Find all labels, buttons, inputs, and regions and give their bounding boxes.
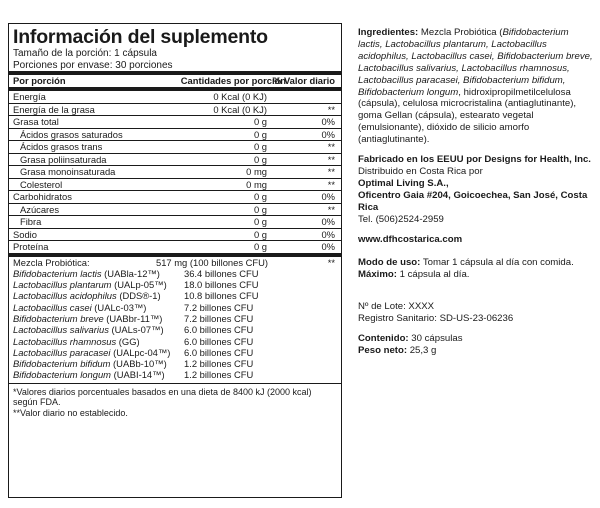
- strain-name: Lactobacillus plantarum (UALp-05™): [13, 279, 167, 291]
- strain-row: [9, 347, 341, 358]
- nutrient-dv: **: [327, 141, 335, 152]
- nutrient-dv: **: [327, 166, 335, 177]
- blend-row: [9, 257, 341, 268]
- nutrient-dv: 0%: [321, 228, 335, 240]
- website: www.dfhcostarica.com: [358, 233, 463, 245]
- nutrient-row: [9, 204, 341, 217]
- strain-amount: 6.0 billones CFU: [184, 324, 254, 336]
- nutrient-amount: 0 g: [253, 191, 267, 202]
- nutrient-row: [9, 104, 341, 117]
- nutrient-table: [9, 91, 341, 253]
- nutrient-name: Colesterol: [20, 178, 63, 190]
- nutrient-name: Carbohidratos: [13, 191, 72, 202]
- strain-name: Lactobacillus salivarius (UALs-07™): [13, 324, 164, 336]
- strain-row: [9, 313, 341, 324]
- nutrient-amount: 0 g: [253, 203, 267, 215]
- strain-row: [9, 336, 341, 347]
- nutrient-amount: 0 g: [253, 116, 267, 127]
- nutrient-amount: 0 g: [253, 153, 267, 165]
- strain-row: [9, 324, 341, 335]
- nutrient-amount: 0 mg: [246, 178, 267, 190]
- sanitary-registry: Registro Sanitario: SD-US-23-06236: [358, 313, 514, 325]
- serving-size: Tamaño de la porción: 1 cápsula: [13, 48, 157, 59]
- nutrient-name: Fibra: [20, 216, 42, 227]
- maximum: Máximo: 1 cápsula al día.: [358, 269, 470, 281]
- nutrient-row: [9, 191, 341, 204]
- nutrient-name: Ácidos grasos saturados: [20, 128, 123, 140]
- strain-list: [9, 268, 341, 381]
- strain-amount: 36.4 billones CFU: [184, 267, 259, 279]
- nutrient-row: [9, 179, 341, 192]
- nutrient-row: [9, 166, 341, 179]
- nutrient-row: [9, 216, 341, 229]
- nutrient-amount: 0 mg: [246, 166, 267, 177]
- strain-amount: 6.0 billones CFU: [184, 346, 254, 358]
- net-weight: Peso neto: 25,3 g: [358, 344, 437, 356]
- nutrient-dv: 0%: [321, 128, 335, 140]
- nutrient-row: [9, 129, 341, 142]
- strain-row: [9, 279, 341, 290]
- strain-name: Bifidobacterium bifidum (UABb-10™): [13, 358, 167, 370]
- nutrient-name: Energía: [13, 91, 46, 102]
- nutrient-row: [9, 154, 341, 167]
- blend-name: Mezcla Probiótica:: [13, 256, 90, 268]
- strain-name: Lactobacillus casei (UALc-03™): [13, 301, 147, 313]
- distributor-company: Optimal Living S.A.,: [358, 177, 449, 189]
- strain-amount: 7.2 billones CFU: [184, 312, 254, 324]
- nutrient-dv: **: [327, 103, 335, 115]
- panel-title: Información del suplemento: [13, 26, 268, 48]
- strain-amount: 1.2 billones CFU: [184, 358, 254, 370]
- footnote-daily-values: *Valores diarios porcentuales basados en una dieta de 8400 kJ (2000 kcal) según FDA.: [13, 386, 312, 408]
- header-per-serving: Por porción: [13, 75, 66, 86]
- nutrient-name: Energía de la grasa: [13, 103, 95, 115]
- strain-name: Bifidobacterium longum (UABI-14™): [13, 369, 165, 381]
- nutrient-row: [9, 116, 341, 129]
- nutrient-name: Sodio: [13, 228, 37, 240]
- phone: Tel. (506)2524-2959: [358, 213, 444, 225]
- nutrient-amount: 0 Kcal (0 KJ): [213, 103, 267, 115]
- strain-name: Lactobacillus acidophilus (DDS®-1): [13, 290, 161, 302]
- distributed-by: Distribuido en Costa Rica por: [358, 165, 483, 177]
- contents: Contenido: 30 cápsulas: [358, 333, 463, 345]
- nutrient-name: Proteína: [13, 241, 49, 252]
- nutrient-row: [9, 141, 341, 154]
- header-daily-value: % Valor diario: [273, 75, 335, 86]
- nutrient-name: Grasa total: [13, 116, 59, 127]
- strain-amount: 10.8 billones CFU: [184, 290, 259, 302]
- nutrient-dv: **: [327, 203, 335, 215]
- nutrient-amount: 0 g: [253, 216, 267, 227]
- strain-amount: 7.2 billones CFU: [184, 301, 254, 313]
- product-info: [358, 27, 594, 357]
- nutrient-amount: 0 g: [253, 141, 267, 152]
- footnotes: [9, 383, 341, 419]
- blend-dv: **: [327, 256, 335, 268]
- nutrient-name: Ácidos grasos trans: [20, 141, 103, 152]
- nutrient-row: [9, 229, 341, 242]
- strain-name: Bifidobacterium breve (UABbr-11™): [13, 312, 163, 324]
- nutrient-row: [9, 241, 341, 253]
- distributor-address: Oficentro Gaia #204, Goicoechea, San José, Costa Rica: [358, 189, 588, 213]
- nutrient-row: [9, 91, 341, 104]
- strain-name: Lactobacillus paracasei (UALpc-04™): [13, 346, 171, 358]
- strain-row: [9, 268, 341, 279]
- strain-amount: 6.0 billones CFU: [184, 335, 254, 347]
- nutrient-dv: **: [327, 178, 335, 190]
- usage: Modo de uso: Tomar 1 cápsula al día con comida.: [358, 257, 574, 269]
- strain-row: [9, 369, 341, 380]
- ingredients: Ingredientes: Mezcla Probiótica (Bifidobacterium lactis, Lactobacillus plantarum, Lactobacillus acidophilus, Lactobacillus casei, Bifidobacterium breve, Lactobacillus salivarius, Lactobacillus rhamnosus, Lactobacillus paracasei, Bifidobacterium bifidum, Bifidobacterium longum, hidroxipropilmetilcelulosa (cápsula), celulosa microcristalina (antiaglutinante), goma Gellan (cápsula), estearato vegetal (emulsionante), dióxido de silicio amorfo (antiaglutinante).: [358, 27, 593, 146]
- strain-row: [9, 358, 341, 369]
- nutrient-amount: 0 Kcal (0 KJ): [213, 91, 267, 102]
- servings-per-container: Porciones por envase: 30 porciones: [9, 60, 341, 76]
- strain-row: [9, 302, 341, 313]
- nutrient-dv: 0%: [321, 216, 335, 227]
- nutrient-dv: 0%: [321, 241, 335, 252]
- strain-name: Bifidobacterium lactis (UABla-12™): [13, 267, 160, 279]
- nutrient-dv: 0%: [321, 116, 335, 127]
- table-header: [9, 75, 341, 91]
- blend-amount: 517 mg (100 billones CFU): [156, 256, 269, 268]
- strain-amount: 18.0 billones CFU: [184, 279, 259, 291]
- nutrient-dv: 0%: [321, 191, 335, 202]
- probiotic-blend: [9, 257, 341, 381]
- strain-amount: 1.2 billones CFU: [184, 369, 254, 381]
- footnote-not-established: **Valor diario no establecido.: [13, 407, 128, 418]
- supplement-facts-panel: [8, 23, 342, 498]
- manufactured-by: Fabricado en los EEUU por Designs for Health, Inc.: [358, 154, 591, 166]
- nutrient-amount: 0 g: [253, 228, 267, 240]
- nutrient-amount: 0 g: [253, 128, 267, 140]
- nutrient-name: Grasa poliinsaturada: [20, 153, 107, 165]
- header-amount: Cantidades por porción: [180, 75, 286, 86]
- strain-row: [9, 290, 341, 301]
- nutrient-amount: 0 g: [253, 241, 267, 252]
- lot-number: Nº de Lote: XXXX: [358, 301, 435, 313]
- nutrient-name: Grasa monoinsaturada: [20, 166, 116, 177]
- strain-name: Lactobacillus rhamnosus (GG): [13, 335, 140, 347]
- nutrient-dv: **: [327, 153, 335, 165]
- nutrient-name: Azúcares: [20, 203, 60, 215]
